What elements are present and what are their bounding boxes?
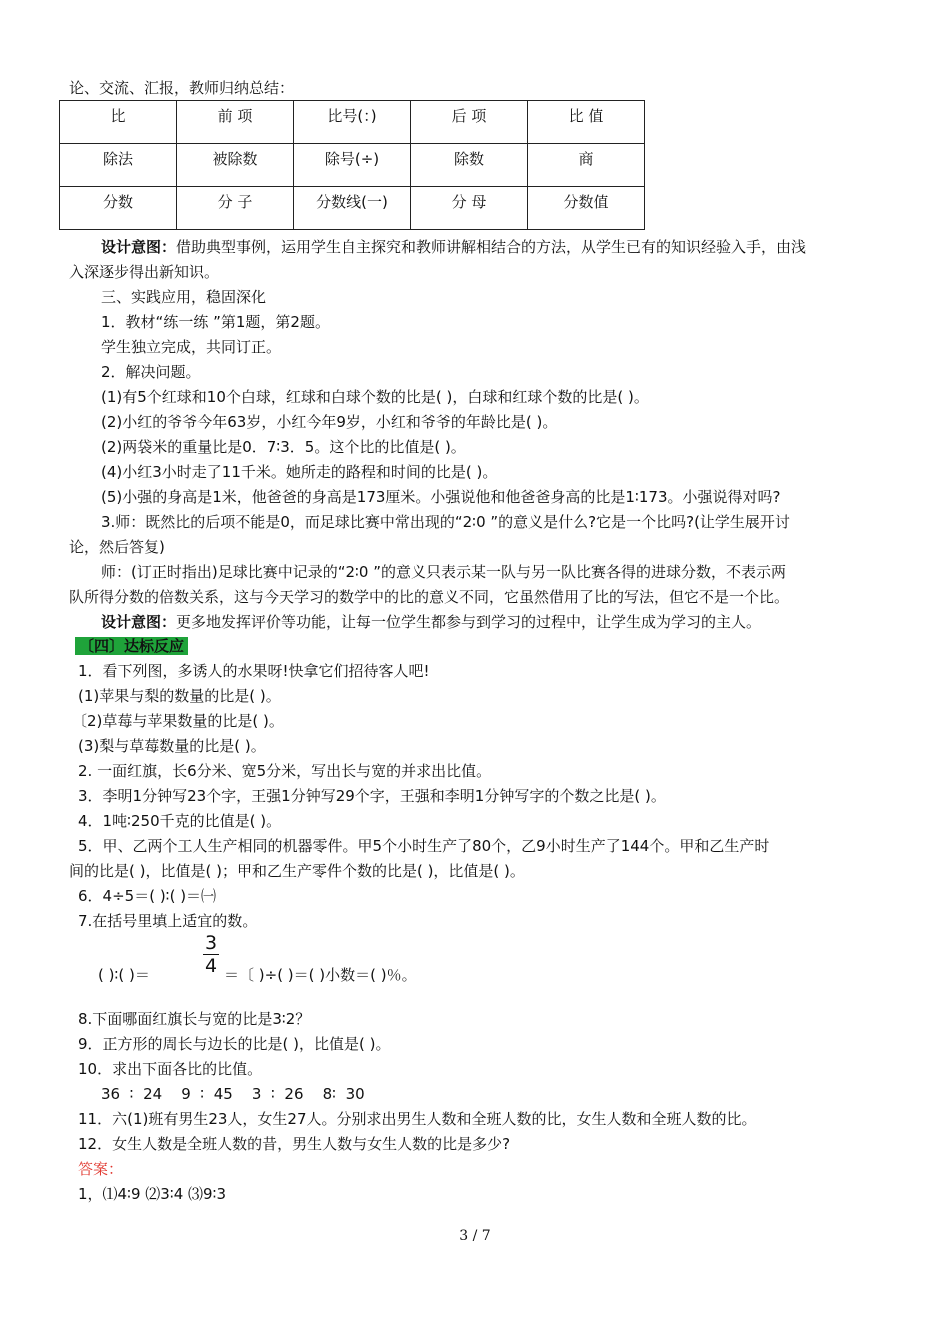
section-3-title: 三、实践应用，稳固深化 xyxy=(101,288,267,306)
fill-in-left: ( )∶( )＝ xyxy=(98,966,150,984)
teacher-note: 师：(订正时指出)足球比赛中记录的“2∶0 ”的意义只表示某一队与另一队比赛各得的进球分数，不表示两 xyxy=(101,563,787,581)
fraction-denominator: 4 xyxy=(204,955,218,977)
table-cell: 分 子 xyxy=(177,187,294,230)
question-item: (2)两袋米的重量比是0．7∶3．5。这个比的比值是( )。 xyxy=(101,438,466,456)
teacher-note-cont: 队所得分数的倍数关系，这与今天学习的数学中的比的意义不同，它虽然借用了比的写法，但它不是一个比。 xyxy=(69,588,790,606)
exercise-item: 2. 一面红旗，长6分米、宽5分米，写出长与宽的并求出比值。 xyxy=(78,762,492,780)
table-cell: 商 xyxy=(528,144,645,187)
exercise-item: 5．甲、乙两个工人生产相同的机器零件。甲5个小时生产了80个，乙9小时生产了144个。甲和乙生产时 xyxy=(78,837,770,855)
fraction-numerator: 3 xyxy=(204,932,218,954)
design-intent-text: 借助典型事例，运用学生自主探究和教师讲解相结合的方法，从学生已有的知识经验入手，由浅 xyxy=(176,238,807,256)
table-row xyxy=(60,187,645,230)
table-cell: 分数 xyxy=(60,187,177,230)
exercise-item: 3．李明1分钟写23个字，王强1分钟写29个字，王强和李明1分钟写字的个数之比是( )。 xyxy=(78,787,666,805)
exercise-item: (1)苹果与梨的数量的比是( )。 xyxy=(78,687,281,705)
fraction-three-quarters xyxy=(202,932,220,977)
paragraph: 学生独立完成，共同订正。 xyxy=(101,338,282,356)
ratio-list: 36 ∶ 24 9 ∶ 45 3 ∶ 26 8∶ 30 xyxy=(101,1085,365,1103)
section-4-title: 〔四〕达标反应 xyxy=(75,637,188,655)
exercise-item-cont: 间的比是( )，比值是( )；甲和乙生产零件个数的比是( )，比值是( )。 xyxy=(69,862,525,880)
design-intent-1-cont: 入深逐步得出新知识。 xyxy=(69,263,220,281)
table-cell: 比号(：) xyxy=(294,101,411,144)
paragraph: 2．解决问题。 xyxy=(101,363,201,381)
design-intent-1 xyxy=(101,237,806,257)
table-cell: 后 项 xyxy=(411,101,528,144)
exercise-item: 9．正方形的周长与边长的比是( )，比值是( )。 xyxy=(78,1035,391,1053)
section-4-badge xyxy=(75,636,188,656)
paragraph: 1．教材“练一练 ”第1题，第2题。 xyxy=(101,313,330,331)
table-cell: 被除数 xyxy=(177,144,294,187)
table-row xyxy=(60,101,645,144)
comparison-table xyxy=(59,100,645,230)
exercise-item: 4．1吨∶250千克的比值是( )。 xyxy=(78,812,282,830)
design-intent-label: 设计意图： xyxy=(101,238,177,256)
table-row xyxy=(60,144,645,187)
question-item: (1)有5个红球和10个白球，红球和白球个数的比是( )，白球和红球个数的比是( )。 xyxy=(101,388,649,406)
question-item: (5)小强的身高是1米，他爸爸的身高是173厘米。小强说他和他爸爸身高的比是1∶173。小强说得对吗? xyxy=(101,488,781,506)
table-cell: 除数 xyxy=(411,144,528,187)
table-cell: 比 值 xyxy=(528,101,645,144)
exercise-item: 10．求出下面各比的比值。 xyxy=(78,1060,263,1078)
exercise-item: 6．4÷5＝( )∶( )＝㈠ xyxy=(78,887,217,905)
exercise-item: 8.下面哪面红旗长与宽的比是3∶2？ xyxy=(78,1010,311,1028)
design-intent-2 xyxy=(101,612,761,632)
table-cell: 分 母 xyxy=(411,187,528,230)
table-cell: 前 项 xyxy=(177,101,294,144)
question-item-cont: 论，然后答复) xyxy=(69,538,165,556)
exercise-item: 1．看下列图，多诱人的水果呀!快拿它们招待客人吧! xyxy=(78,662,430,680)
design-intent-label: 设计意图： xyxy=(101,613,177,631)
page-number: 3 / 7 xyxy=(459,1228,491,1244)
table-cell: 比 xyxy=(60,101,177,144)
exercise-item: (3)梨与草莓数量的比是( )。 xyxy=(78,737,266,755)
exercise-item: 〔2)草莓与苹果数量的比是( )。 xyxy=(72,712,284,730)
question-item: (2)小红的爷爷今年63岁，小红今年9岁，小红和爷爷的年龄比是( )。 xyxy=(101,413,558,431)
table-cell: 分数线(一) xyxy=(294,187,411,230)
exercise-item: 12．女生人数是全班人数的昔，男生人数与女生人数的比是多少? xyxy=(78,1135,511,1153)
intro-text: 论、交流、汇报，教师归纳总结： xyxy=(69,79,295,97)
answer-label: 答案： xyxy=(78,1160,124,1178)
exercise-item: 11．六(1)班有男生23人，女生27人。分别求出男生人数和全班人数的比，女生人数和全班人数的比。 xyxy=(78,1110,757,1128)
table-cell: 分数值 xyxy=(528,187,645,230)
question-item: 3.师：既然比的后项不能是0，而足球比赛中常出现的“2∶0 ”的意义是什么?它是一个比吗?(让学生展开讨 xyxy=(101,513,790,531)
table-cell: 除法 xyxy=(60,144,177,187)
table-cell: 除号(÷) xyxy=(294,144,411,187)
question-item: (4)小红3小时走了11千米。她所走的路程和时间的比是( )。 xyxy=(101,463,498,481)
exercise-item: 7.在括号里填上适宜的数。 xyxy=(78,912,258,930)
answer-item: 1，⑴4∶9 ⑵3∶4 ⑶9∶3 xyxy=(78,1185,227,1203)
design-intent-text: 更多地发挥评价等功能，让每一位学生都参与到学习的过程中，让学生成为学习的主人。 xyxy=(176,613,762,631)
fill-in-right: ＝〔 )÷( )＝( )小数＝( )％。 xyxy=(224,966,417,984)
